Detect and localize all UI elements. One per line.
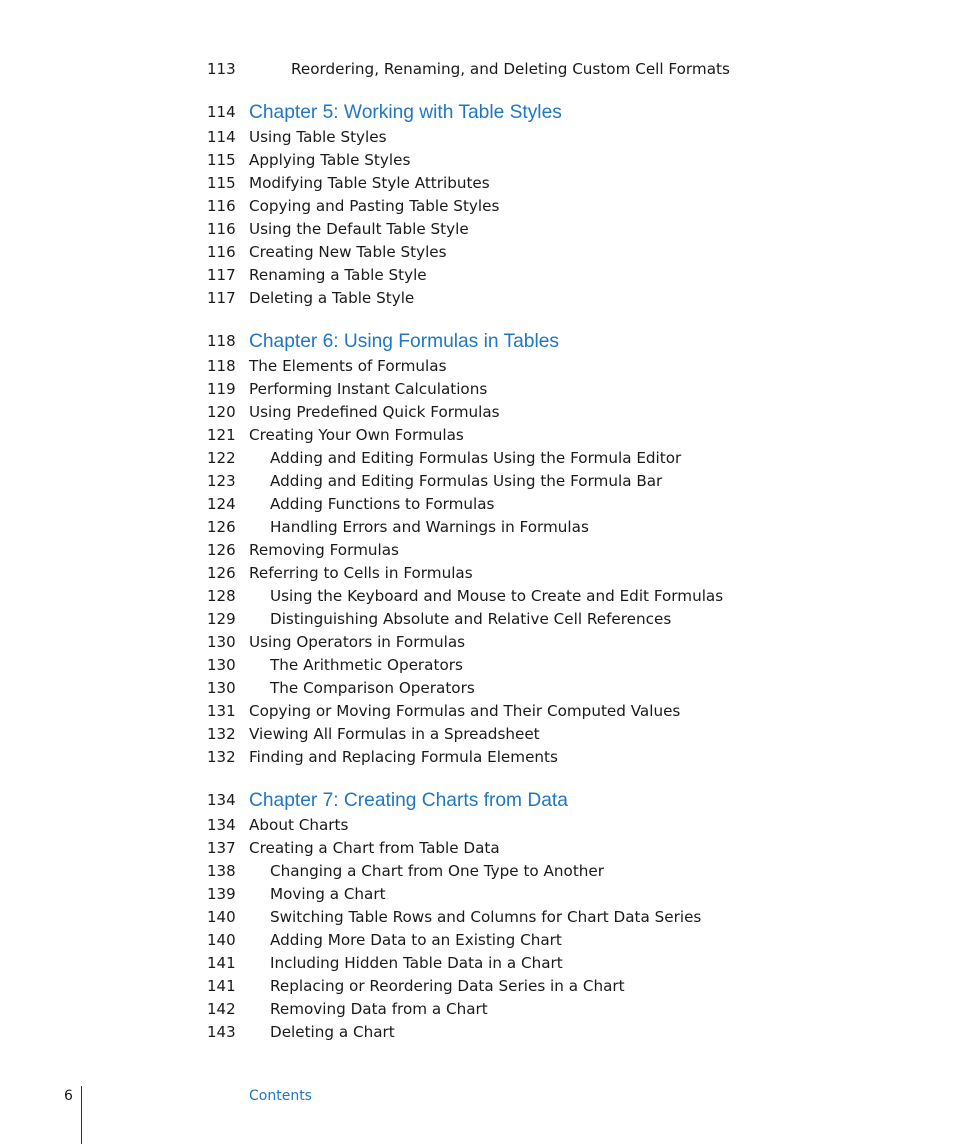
toc-entry[interactable] — [207, 424, 907, 447]
toc-page-number: 123 — [207, 472, 236, 490]
toc-entry-title: Performing Instant Calculations — [249, 380, 488, 398]
toc-entry[interactable] — [207, 287, 907, 310]
toc-page-number: 140 — [207, 908, 236, 926]
toc-page-number: 138 — [207, 862, 236, 880]
toc-page-number: 130 — [207, 633, 236, 651]
toc-page-number: 117 — [207, 289, 236, 307]
toc-page-number: 116 — [207, 220, 236, 238]
toc-entry-title: About Charts — [249, 816, 349, 834]
toc-entry[interactable] — [207, 493, 907, 516]
toc-entry[interactable] — [207, 126, 907, 149]
toc-page-number: 128 — [207, 587, 236, 605]
toc-page-number: 116 — [207, 197, 236, 215]
toc-entry-title: Switching Table Rows and Columns for Chart Data Series — [270, 908, 702, 926]
toc-entry[interactable] — [207, 195, 907, 218]
toc-entry-title: Reordering, Renaming, and Deleting Custom Cell Formats — [291, 60, 730, 78]
toc-page-number: 143 — [207, 1023, 236, 1041]
toc-entry[interactable] — [207, 585, 907, 608]
toc-page-number: 137 — [207, 839, 236, 857]
toc-entry-title: The Comparison Operators — [270, 679, 475, 697]
toc-entry-title: Using the Default Table Style — [249, 220, 469, 238]
toc-entry[interactable] — [207, 814, 907, 837]
toc-entry-title: Adding More Data to an Existing Chart — [270, 931, 562, 949]
toc-page-number: 126 — [207, 564, 236, 582]
toc-page-number: 121 — [207, 426, 236, 444]
toc-page-number: 139 — [207, 885, 236, 903]
toc-entry-title: Chapter 6: Using Formulas in Tables — [249, 331, 559, 352]
toc-entry-title: Creating New Table Styles — [249, 243, 447, 261]
toc-page-number: 119 — [207, 380, 236, 398]
toc-entry[interactable] — [207, 998, 907, 1021]
toc-page-number: 118 — [207, 357, 236, 375]
toc-entry-title: Finding and Replacing Formula Elements — [249, 748, 558, 766]
toc-entry[interactable] — [207, 746, 907, 769]
toc-page-number: 126 — [207, 541, 236, 559]
table-of-contents — [207, 58, 907, 1044]
toc-page-number: 113 — [207, 60, 236, 78]
toc-entry[interactable] — [207, 837, 907, 860]
toc-entry[interactable] — [207, 539, 907, 562]
toc-page-number: 117 — [207, 266, 236, 284]
toc-page-number: 130 — [207, 679, 236, 697]
toc-page-number: 134 — [207, 791, 236, 809]
toc-chapter-heading[interactable] — [207, 328, 907, 355]
footer-section-link[interactable]: Contents — [249, 1088, 312, 1104]
toc-entry[interactable] — [207, 470, 907, 493]
toc-page-number: 131 — [207, 702, 236, 720]
toc-entry[interactable] — [207, 355, 907, 378]
toc-entry[interactable] — [207, 975, 907, 998]
toc-entry[interactable] — [207, 1021, 907, 1044]
footer-page-number: 6 — [64, 1088, 73, 1104]
toc-entry[interactable] — [207, 241, 907, 264]
toc-entry[interactable] — [207, 952, 907, 975]
toc-page-number: 141 — [207, 977, 236, 995]
toc-entry-title: Changing a Chart from One Type to Another — [270, 862, 604, 880]
toc-entry[interactable] — [207, 516, 907, 539]
toc-entry[interactable] — [207, 929, 907, 952]
toc-entry[interactable] — [207, 172, 907, 195]
toc-page-number: 114 — [207, 128, 236, 146]
toc-entry-title: Chapter 5: Working with Table Styles — [249, 102, 562, 123]
toc-entry-title: Removing Formulas — [249, 541, 399, 559]
toc-page-number: 134 — [207, 816, 236, 834]
toc-page-number: 118 — [207, 332, 236, 350]
toc-entry-title: Handling Errors and Warnings in Formulas — [270, 518, 589, 536]
toc-entry[interactable] — [207, 264, 907, 287]
toc-entry-title: Viewing All Formulas in a Spreadsheet — [249, 725, 540, 743]
toc-entry[interactable] — [207, 906, 907, 929]
toc-page-number: 116 — [207, 243, 236, 261]
toc-chapter-heading[interactable] — [207, 99, 907, 126]
toc-entry-title: Referring to Cells in Formulas — [249, 564, 473, 582]
toc-entry-title: Creating a Chart from Table Data — [249, 839, 500, 857]
toc-entry[interactable] — [207, 677, 907, 700]
toc-page-number: 132 — [207, 748, 236, 766]
toc-page-number: 122 — [207, 449, 236, 467]
toc-page-number: 129 — [207, 610, 236, 628]
toc-page-number: 140 — [207, 931, 236, 949]
toc-entry[interactable] — [207, 608, 907, 631]
toc-entry-title: Removing Data from a Chart — [270, 1000, 488, 1018]
toc-page-number: 120 — [207, 403, 236, 421]
toc-entry-title: Chapter 7: Creating Charts from Data — [249, 790, 568, 811]
toc-entry[interactable] — [207, 700, 907, 723]
toc-entry-title: Moving a Chart — [270, 885, 386, 903]
toc-entry-title: Adding and Editing Formulas Using the Formula Bar — [270, 472, 663, 490]
toc-entry[interactable] — [207, 631, 907, 654]
toc-entry[interactable] — [207, 723, 907, 746]
toc-entry-title: Using Operators in Formulas — [249, 633, 466, 651]
toc-entry-title: Using the Keyboard and Mouse to Create and Edit Formulas — [270, 587, 724, 605]
toc-entry[interactable] — [207, 654, 907, 677]
toc-entry-title: Modifying Table Style Attributes — [249, 174, 490, 192]
toc-entry-title: Including Hidden Table Data in a Chart — [270, 954, 563, 972]
toc-page-number: 124 — [207, 495, 236, 513]
toc-page-number: 142 — [207, 1000, 236, 1018]
footer-divider — [81, 1086, 82, 1144]
toc-entry[interactable] — [207, 58, 907, 81]
toc-entry-title: Copying or Moving Formulas and Their Computed Values — [249, 702, 681, 720]
toc-page-number: 132 — [207, 725, 236, 743]
toc-entry-title: Creating Your Own Formulas — [249, 426, 464, 444]
toc-entry-title: Using Table Styles — [249, 128, 387, 146]
toc-entry[interactable] — [207, 883, 907, 906]
toc-chapter-heading[interactable] — [207, 787, 907, 814]
toc-entry-title: Applying Table Styles — [249, 151, 411, 169]
toc-entry[interactable] — [207, 378, 907, 401]
toc-entry[interactable] — [207, 149, 907, 172]
toc-entry-title: Renaming a Table Style — [249, 266, 427, 284]
toc-page-number: 115 — [207, 151, 236, 169]
toc-page-number: 114 — [207, 103, 236, 121]
toc-entry[interactable] — [207, 860, 907, 883]
toc-entry[interactable] — [207, 218, 907, 241]
toc-entry-title: Replacing or Reordering Data Series in a Chart — [270, 977, 625, 995]
toc-entry-title: Deleting a Chart — [270, 1023, 395, 1041]
toc-entry-title: Distinguishing Absolute and Relative Cell References — [270, 610, 672, 628]
toc-entry-title: Deleting a Table Style — [249, 289, 415, 307]
toc-entry-title: Adding Functions to Formulas — [270, 495, 495, 513]
toc-page-number: 126 — [207, 518, 236, 536]
toc-page-number: 130 — [207, 656, 236, 674]
toc-entry-title: Adding and Editing Formulas Using the Formula Editor — [270, 449, 682, 467]
toc-page-number: 115 — [207, 174, 236, 192]
toc-entry[interactable] — [207, 447, 907, 470]
toc-entry-title: Copying and Pasting Table Styles — [249, 197, 500, 215]
toc-entry-title: The Elements of Formulas — [249, 357, 447, 375]
toc-entry[interactable] — [207, 562, 907, 585]
toc-entry[interactable] — [207, 401, 907, 424]
toc-entry-title: The Arithmetic Operators — [270, 656, 463, 674]
toc-page-number: 141 — [207, 954, 236, 972]
toc-entry-title: Using Predefined Quick Formulas — [249, 403, 500, 421]
